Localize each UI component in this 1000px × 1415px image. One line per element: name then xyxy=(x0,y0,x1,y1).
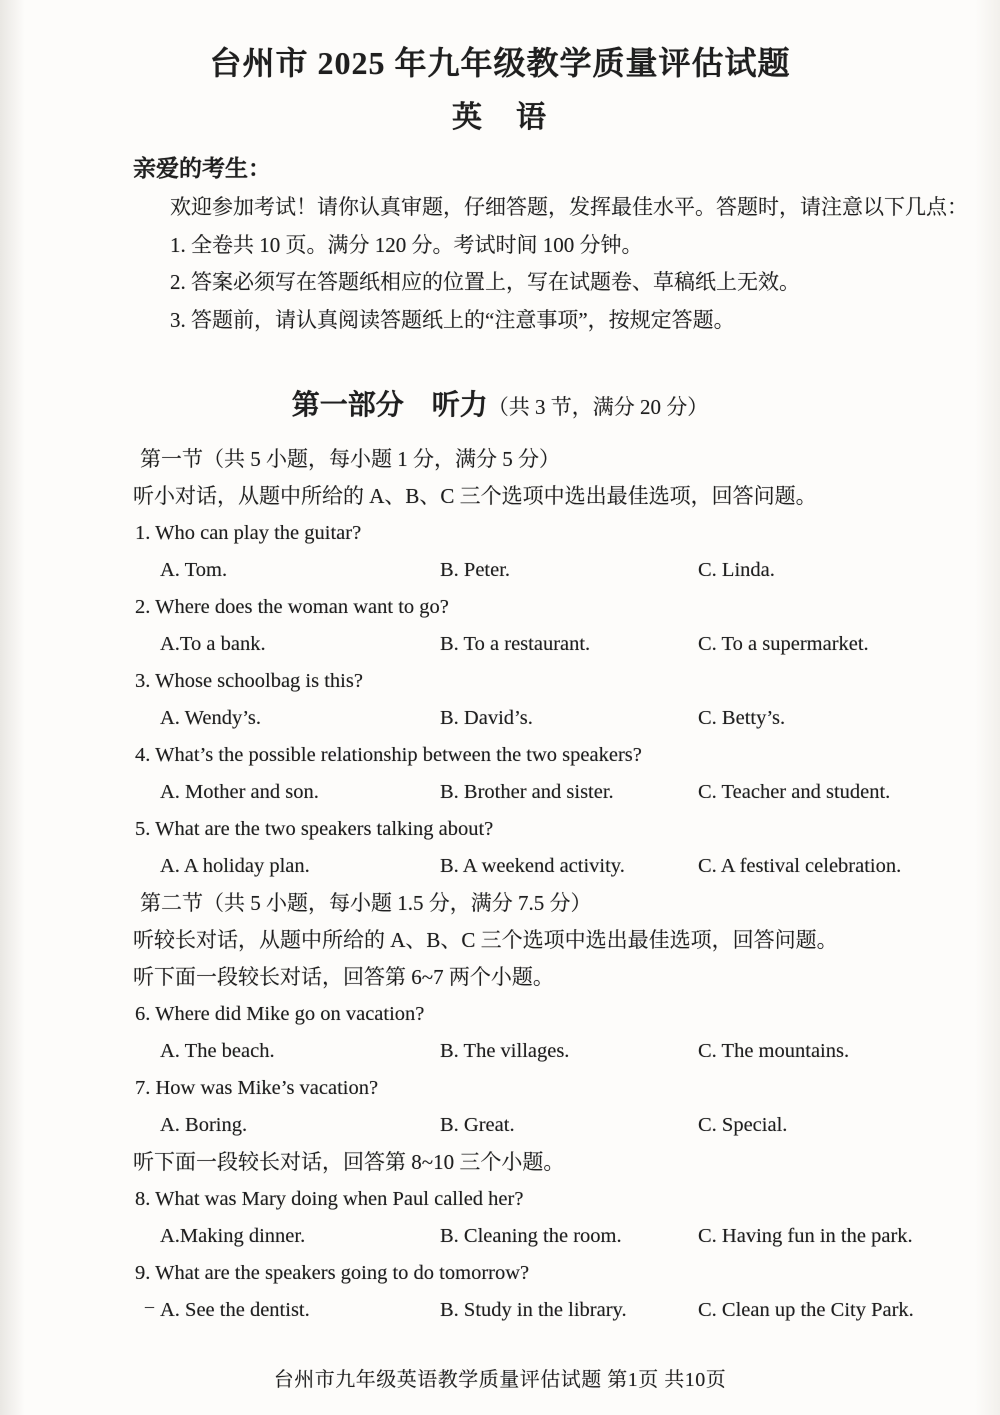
note-item-1: 1. 全卷共 10 页。满分 120 分。考试时间 100 分钟。 xyxy=(170,232,643,257)
question-text: 2. Where does the woman want to go? xyxy=(135,596,449,618)
question-4 xyxy=(0,737,1000,811)
option-c: C. A festival celebration. xyxy=(698,855,902,877)
option-c: C. Special. xyxy=(698,1114,788,1136)
options-row xyxy=(0,1292,1000,1329)
option-b: B. The villages. xyxy=(440,1040,570,1062)
question-text: 1. Who can play the guitar? xyxy=(135,522,362,544)
greeting: 亲爱的考生： xyxy=(133,156,271,181)
note-item-3: 3. 答题前，请认真阅读答题纸上的“注意事项”，按规定答题。 xyxy=(170,307,735,332)
option-b: B. David’s. xyxy=(440,707,533,729)
option-c: C. Linda. xyxy=(698,559,775,581)
section2-instruction: 听较长对话，从题中所给的 A、B、C 三个选项中选出最佳选项，回答问题。 xyxy=(133,928,838,952)
options-row xyxy=(0,626,1000,663)
welcome-text: 欢迎参加考试！请你认真审题，仔细答题，发挥最佳水平。答题时，请注意以下几点： xyxy=(170,195,968,219)
option-b: B. Brother and sister. xyxy=(440,781,614,803)
option-c: C. The mountains. xyxy=(698,1040,850,1062)
question-5 xyxy=(0,811,1000,885)
listening-body xyxy=(0,441,1000,1329)
dialog-note-2: 听下面一段较长对话，回答第 8~10 三个小题。 xyxy=(133,1150,565,1174)
option-a-label: A. See the dentist. xyxy=(160,1299,310,1321)
option-c: C. Clean up the City Park. xyxy=(698,1299,914,1321)
question-7 xyxy=(0,1070,1000,1144)
option-c: C. Having fun in the park. xyxy=(698,1225,913,1247)
dialog-note-1: 听下面一段较长对话，回答第 6~7 两个小题。 xyxy=(133,965,554,989)
question-8 xyxy=(0,1181,1000,1255)
option-b: B. Peter. xyxy=(440,559,511,581)
option-c: C. To a supermarket. xyxy=(698,633,869,655)
option-b: B. To a restaurant. xyxy=(440,633,591,655)
page-title: 台州市 2025 年九年级教学质量评估试题 xyxy=(209,45,791,81)
option-c: C. Teacher and student. xyxy=(698,781,891,803)
option-a: A. A holiday plan. xyxy=(160,855,310,877)
option-a: A. Wendy’s. xyxy=(160,707,262,729)
subject-title: 英 语 xyxy=(452,101,548,134)
option-b: B. Cleaning the room. xyxy=(440,1225,622,1247)
option-a: A. The beach. xyxy=(160,1040,275,1062)
options-row xyxy=(0,774,1000,811)
option-a: A.To a bank. xyxy=(160,633,266,655)
option-c: C. Betty’s. xyxy=(698,707,786,729)
question-text: 3. Whose schoolbag is this? xyxy=(135,670,363,692)
question-text: 4. What’s the possible relationship between the two speakers? xyxy=(135,744,642,766)
question-3 xyxy=(0,663,1000,737)
options-row xyxy=(0,1107,1000,1144)
question-2 xyxy=(0,589,1000,663)
exam-notes xyxy=(170,189,970,339)
options-row xyxy=(0,700,1000,737)
question-text: 9. What are the speakers going to do tomorrow? xyxy=(135,1262,530,1284)
question-9 xyxy=(0,1255,1000,1329)
options-row xyxy=(0,1033,1000,1070)
options-row xyxy=(0,848,1000,885)
page-footer: 台州市九年级英语教学质量评估试题 第1页 共10页 xyxy=(273,1369,727,1391)
option-b: B. Great. xyxy=(440,1114,515,1136)
option-a xyxy=(145,1292,440,1329)
section1-title: 第一节（共 5 小题，每小题 1 分，满分 5 分） xyxy=(140,447,560,471)
part1-heading-sub: （共 3 节，满分 20 分） xyxy=(487,395,709,419)
section1-instruction: 听小对话，从题中所给的 A、B、C 三个选项中选出最佳选项，回答问题。 xyxy=(133,484,817,508)
part1-heading-main: 第一部分 听力 xyxy=(291,390,488,421)
question-text: 7. How was Mike’s vacation? xyxy=(135,1077,379,1099)
note-item-2: 2. 答案必须写在答题纸相应的位置上，写在试题卷、草稿纸上无效。 xyxy=(170,270,800,294)
question-text: 6. Where did Mike go on vacation? xyxy=(135,1003,425,1025)
scan-stray-mark: – xyxy=(145,1296,154,1316)
options-row xyxy=(0,552,1000,589)
question-1 xyxy=(0,515,1000,589)
option-b: B. A weekend activity. xyxy=(440,855,625,877)
options-row xyxy=(0,1218,1000,1255)
question-text: 5. What are the two speakers talking about? xyxy=(135,818,494,840)
option-a: A. Tom. xyxy=(160,559,228,581)
question-6 xyxy=(0,996,1000,1070)
question-text: 8. What was Mary doing when Paul called her? xyxy=(135,1188,524,1210)
option-a: A. Mother and son. xyxy=(160,781,319,803)
part1-heading xyxy=(0,383,1000,423)
section2-title: 第二节（共 5 小题，每小题 1.5 分，满分 7.5 分） xyxy=(140,891,592,915)
option-b: B. Study in the library. xyxy=(440,1299,627,1321)
option-a: A. Boring. xyxy=(160,1114,248,1136)
option-a: A.Making dinner. xyxy=(160,1225,306,1247)
